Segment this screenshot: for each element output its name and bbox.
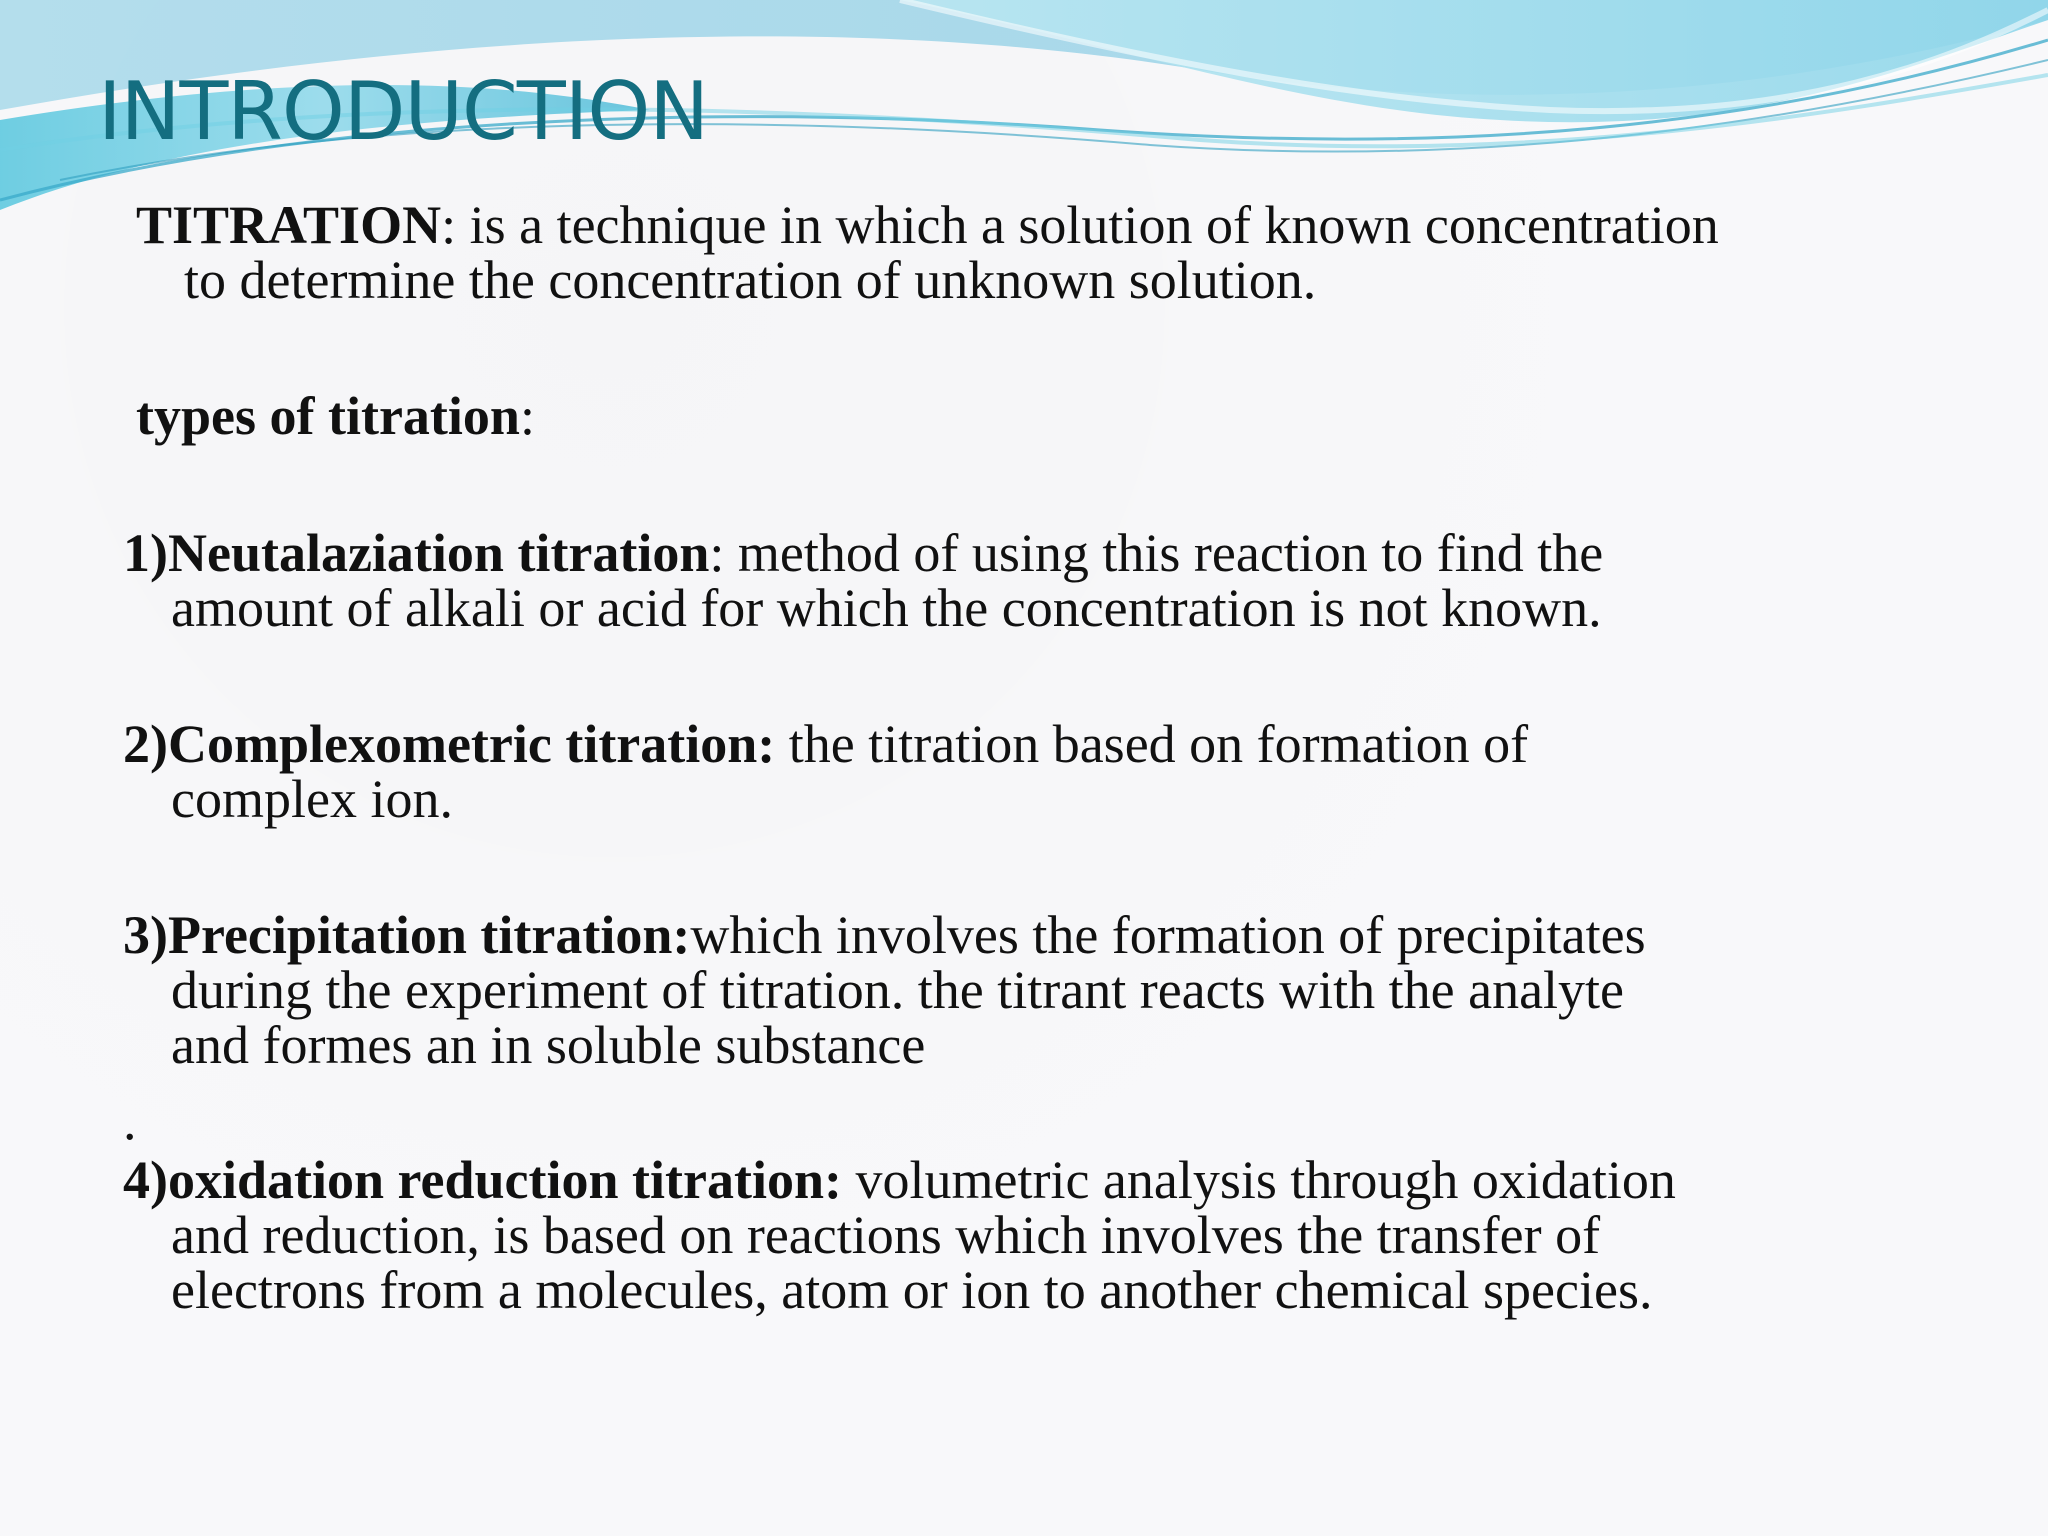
list-item-oxidation-reduction: 4)oxidation reduction titration: volumetric analysis through oxidation and reduction, is based on reactions which involves the transfer of electrons from a molecules, atom or ion to another chemical species. (123, 1150, 1676, 1320)
list-item-precipitation: 3)Precipitation titration:which involves the formation of precipitates during the experiment of titration. the titrant reacts with the analyte and formes an in soluble substance (123, 905, 1646, 1075)
definition-term: TITRATION (136, 195, 442, 255)
titration-definition (136, 195, 1719, 310)
definition-text-line2: to determine the concentration of unknown solution. (184, 250, 1317, 310)
types-heading-term: types of titration (136, 386, 520, 446)
list-item-complexometric: 2)Complexometric titration: the titration based on formation of complex ion. (123, 714, 1529, 829)
list-item-term: 4)oxidation reduction titration: (123, 1150, 842, 1210)
slide-title: INTRODUCTION (98, 65, 709, 158)
list-item-neutralization: 1)Neutalaziation titration: method of using this reaction to find the amount of alkali or acid for which the concentration is not known. (123, 523, 1604, 638)
separator-dot: . (123, 1091, 137, 1151)
list-item-term: 2)Complexometric titration: (123, 714, 776, 774)
list-item-term: 1)Neutalaziation titration (123, 523, 710, 583)
list-item-term: 3)Precipitation titration: (123, 905, 691, 965)
definition-text-line1: : is a technique in which a solution of known concentration (441, 195, 1719, 255)
types-heading: types of titration: (136, 386, 535, 446)
